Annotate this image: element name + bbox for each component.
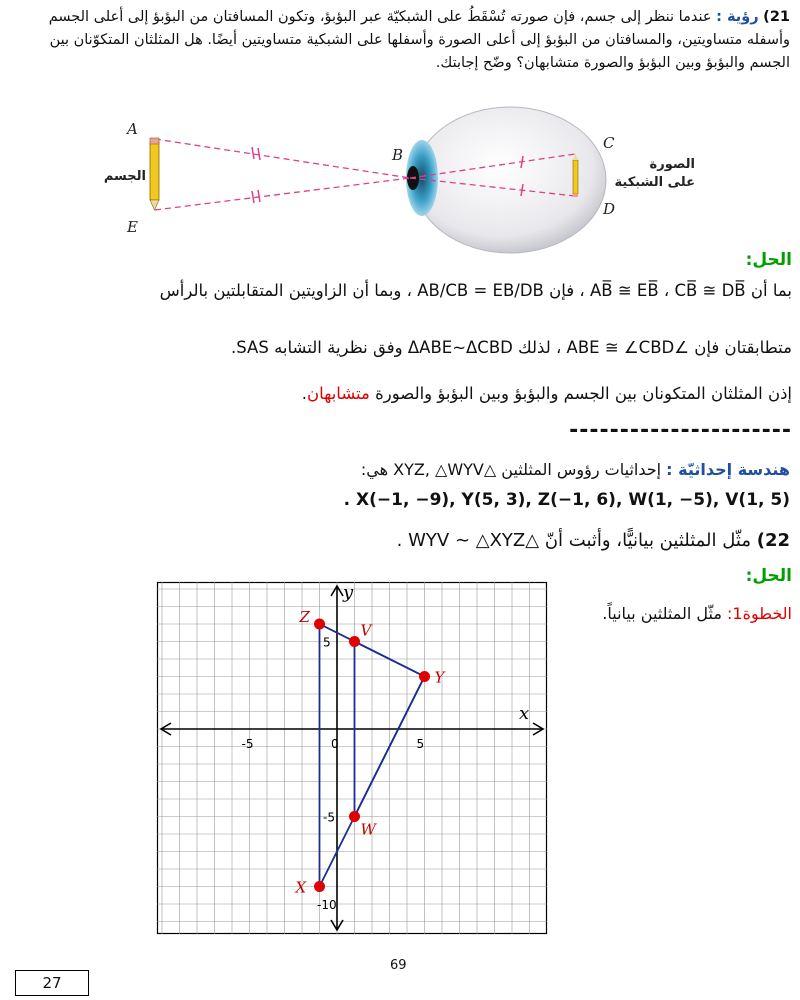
label-C: C — [603, 134, 615, 152]
solution-line: متطابقتان فإن ∠ABE ≅ ∠CBD ، لذلك ΔABE∼ΔCBD وفق نظرية التشابه SAS. — [231, 338, 792, 357]
object-pencil — [150, 138, 159, 210]
graph-border — [158, 583, 547, 934]
box-number: 27 — [15, 970, 89, 996]
point-z — [314, 619, 325, 630]
coordinate-geometry-intro — [10, 458, 790, 482]
question-text: عندما ننظر إلى جسم، فإن صورته تُسْقَطُ على الشبكيّة عبر البؤبؤ، وتكون المسافتان من البؤبؤ إلى أعلى الجسم وأسفله متساويتين، والمسافتان من البؤبؤ إلى أعلى الصورة وأسفلها على الشبكية متساويتين أيضًا. هل المثلثان المتكوّنان بين الجسم والبؤبؤ وبين البؤبؤ والصورة متشابهان؟ وضّح إجابتك. — [48, 9, 790, 71]
solution-label: الحل: — [745, 250, 792, 270]
y-tick-label: 5 — [323, 635, 331, 650]
tick-mark — [258, 190, 260, 202]
label-B: B — [392, 146, 404, 164]
y-tick-label: -5 — [323, 810, 335, 825]
point-x — [314, 881, 325, 892]
image-label-line2: على الشبكية — [614, 175, 695, 190]
question-text: مثّل المثلثين بيانيًّا، وأثبت أنّ △WYV ∼ △XYZ . — [396, 530, 751, 551]
conclusion-end: . — [301, 384, 307, 403]
page-number: 69 — [390, 958, 407, 973]
coordinate-graph — [157, 582, 547, 934]
point-label-z: Z — [299, 608, 310, 626]
question-tag: رؤية : — [716, 9, 759, 25]
label-A: A — [127, 120, 138, 138]
step-1 — [602, 604, 792, 623]
question-number: 21) — [763, 9, 790, 25]
image-pencil — [573, 153, 578, 197]
vertex-coordinates: . X(−1, −9), Y(5, 3), Z(−1, 6), W(1, −5), V(1, 5) — [343, 490, 790, 510]
step-label: الخطوة1: — [727, 604, 792, 623]
point-w — [349, 811, 360, 822]
object-label: الجسم — [103, 169, 146, 184]
solution-label: الحل: — [745, 566, 792, 586]
question-22 — [397, 530, 790, 551]
x-tick-label: 0 — [331, 737, 339, 751]
tick-mark — [258, 148, 260, 160]
point-label-y: Y — [434, 668, 445, 687]
point-label-w: W — [360, 820, 376, 839]
y-axis-label: y — [343, 582, 354, 603]
line-E-B — [155, 178, 410, 210]
tick-mark — [252, 191, 254, 203]
y-tick-label: -10 — [317, 898, 337, 912]
line-A-B — [155, 139, 410, 178]
image-label-line1: الصورة — [649, 157, 695, 172]
label-D: D — [603, 200, 616, 218]
eye-figure — [103, 108, 710, 258]
point-y — [419, 671, 430, 682]
point-label-v: V — [360, 621, 372, 640]
tick-mark — [252, 147, 254, 159]
question-number: 22) — [756, 530, 790, 551]
conclusion-text: إذن المثلثان المتكونان بين الجسم والبؤبؤ وبين البؤبؤ والصورة — [369, 384, 792, 403]
solution-line: بما أن AB̅ ≅ EB̅ ، CB̅ ≅ DB̅ ، فإن AB/CB = EB/DB ، وبما أن الزاويتين المتقابلتين بالرأس — [159, 281, 792, 300]
question-21 — [5, 6, 790, 75]
geometry-text: إحداثيات رؤوس المثلثين △XYZ, △WYV هي: — [360, 460, 667, 479]
x-tick-label: 5 — [416, 737, 425, 751]
x-axis-label: x — [519, 703, 530, 724]
label-E: E — [127, 218, 138, 236]
point-v — [349, 636, 360, 647]
highlight-answer: متشابهان — [306, 384, 370, 403]
geometry-tag: هندسة إحداثيّة : — [666, 460, 790, 479]
solution-conclusion — [7, 383, 792, 405]
point-label-x: X — [295, 878, 307, 897]
step-text: مثّل المثلثين بيانياً. — [602, 604, 727, 623]
section-divider: ---------------------- — [569, 418, 792, 443]
x-tick-label: -5 — [241, 737, 254, 751]
